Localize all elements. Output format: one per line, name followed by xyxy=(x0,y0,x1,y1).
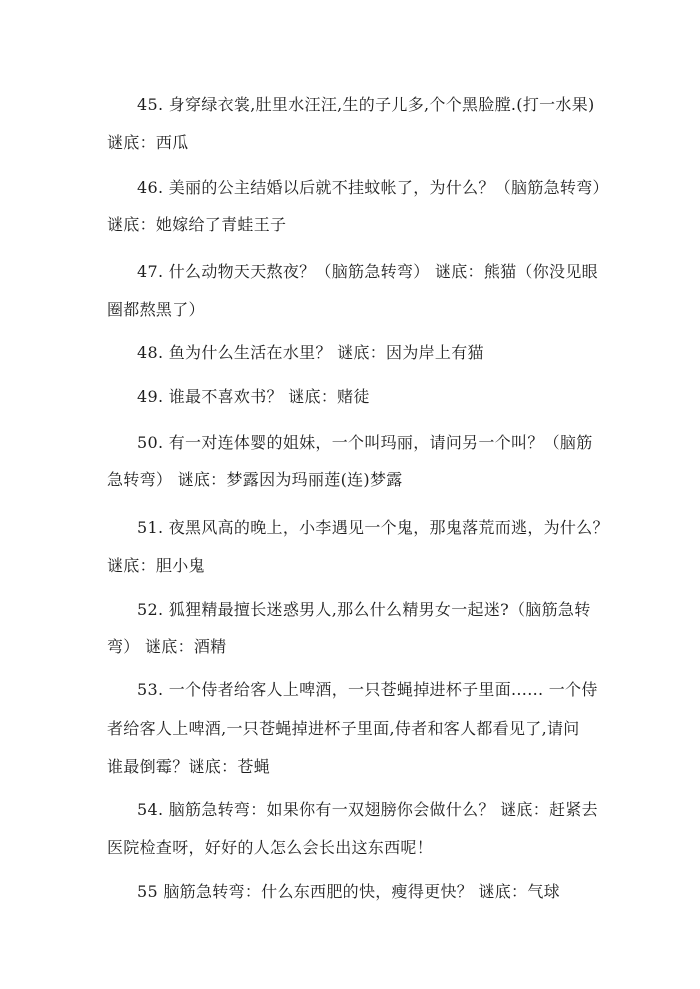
riddle-continuation-line: 急转弯） 谜底：梦露因为玛丽莲(连)梦露 xyxy=(107,470,403,489)
riddle-question-line: 47. 什么动物天天熬夜？（脑筋急转弯） 谜底：熊猫（你没见眼 xyxy=(137,262,598,281)
riddle-continuation-line: 者给客人上啤酒,一只苍蝇掉进杯子里面,侍者和客人都看见了,请问 xyxy=(107,719,580,738)
riddle-continuation-line: 谁最倒霉？谜底：苍蝇 xyxy=(107,757,271,776)
riddle-question-line: 53. 一个侍者给客人上啤酒，一只苍蝇掉进杯子里面...... 一个侍 xyxy=(137,680,598,699)
riddle-question-line: 48. 鱼为什么生活在水里？ 谜底：因为岸上有猫 xyxy=(137,343,484,362)
riddle-question-line: 46. 美丽的公主结婚以后就不挂蚊帐了，为什么？（脑筋急转弯） xyxy=(137,178,609,197)
riddle-continuation-line: 圈都熬黑了） xyxy=(107,300,205,319)
riddle-continuation-line: 谜底：胆小鬼 xyxy=(107,556,205,575)
riddle-question-line: 50. 有一对连体婴的姐妹，一个叫玛丽，请问另一个叫？（脑筋 xyxy=(137,433,593,452)
riddle-question-line: 54. 脑筋急转弯：如果你有一双翅膀你会做什么？ 谜底：赶紧去 xyxy=(137,800,598,819)
riddle-continuation-line: 医院检查呀，好好的人怎么会长出这东西呢！ xyxy=(107,838,434,857)
riddle-question-line: 51. 夜黑风高的晚上，小李遇见一个鬼，那鬼落荒而逃，为什么？ xyxy=(137,518,609,537)
riddle-question-line: 52. 狐狸精最擅长迷惑男人,那么什么精男女一起迷?（脑筋急转 xyxy=(137,600,591,619)
riddle-continuation-line: 弯） 谜底：酒精 xyxy=(107,637,227,656)
riddle-question-line: 55 脑筋急转弯：什么东西肥的快，瘦得更快？ 谜底：气球 xyxy=(137,882,560,901)
riddle-question-line: 49. 谁最不喜欢书？ 谜底：赌徒 xyxy=(137,387,370,406)
riddle-continuation-line: 谜底：她嫁给了青蛙王子 xyxy=(107,215,287,234)
riddle-question-line: 45. 身穿绿衣裳,肚里水汪汪,生的子儿多,个个黑脸膛.(打一水果) xyxy=(137,95,595,114)
riddle-continuation-line: 谜底：西瓜 xyxy=(107,133,189,152)
